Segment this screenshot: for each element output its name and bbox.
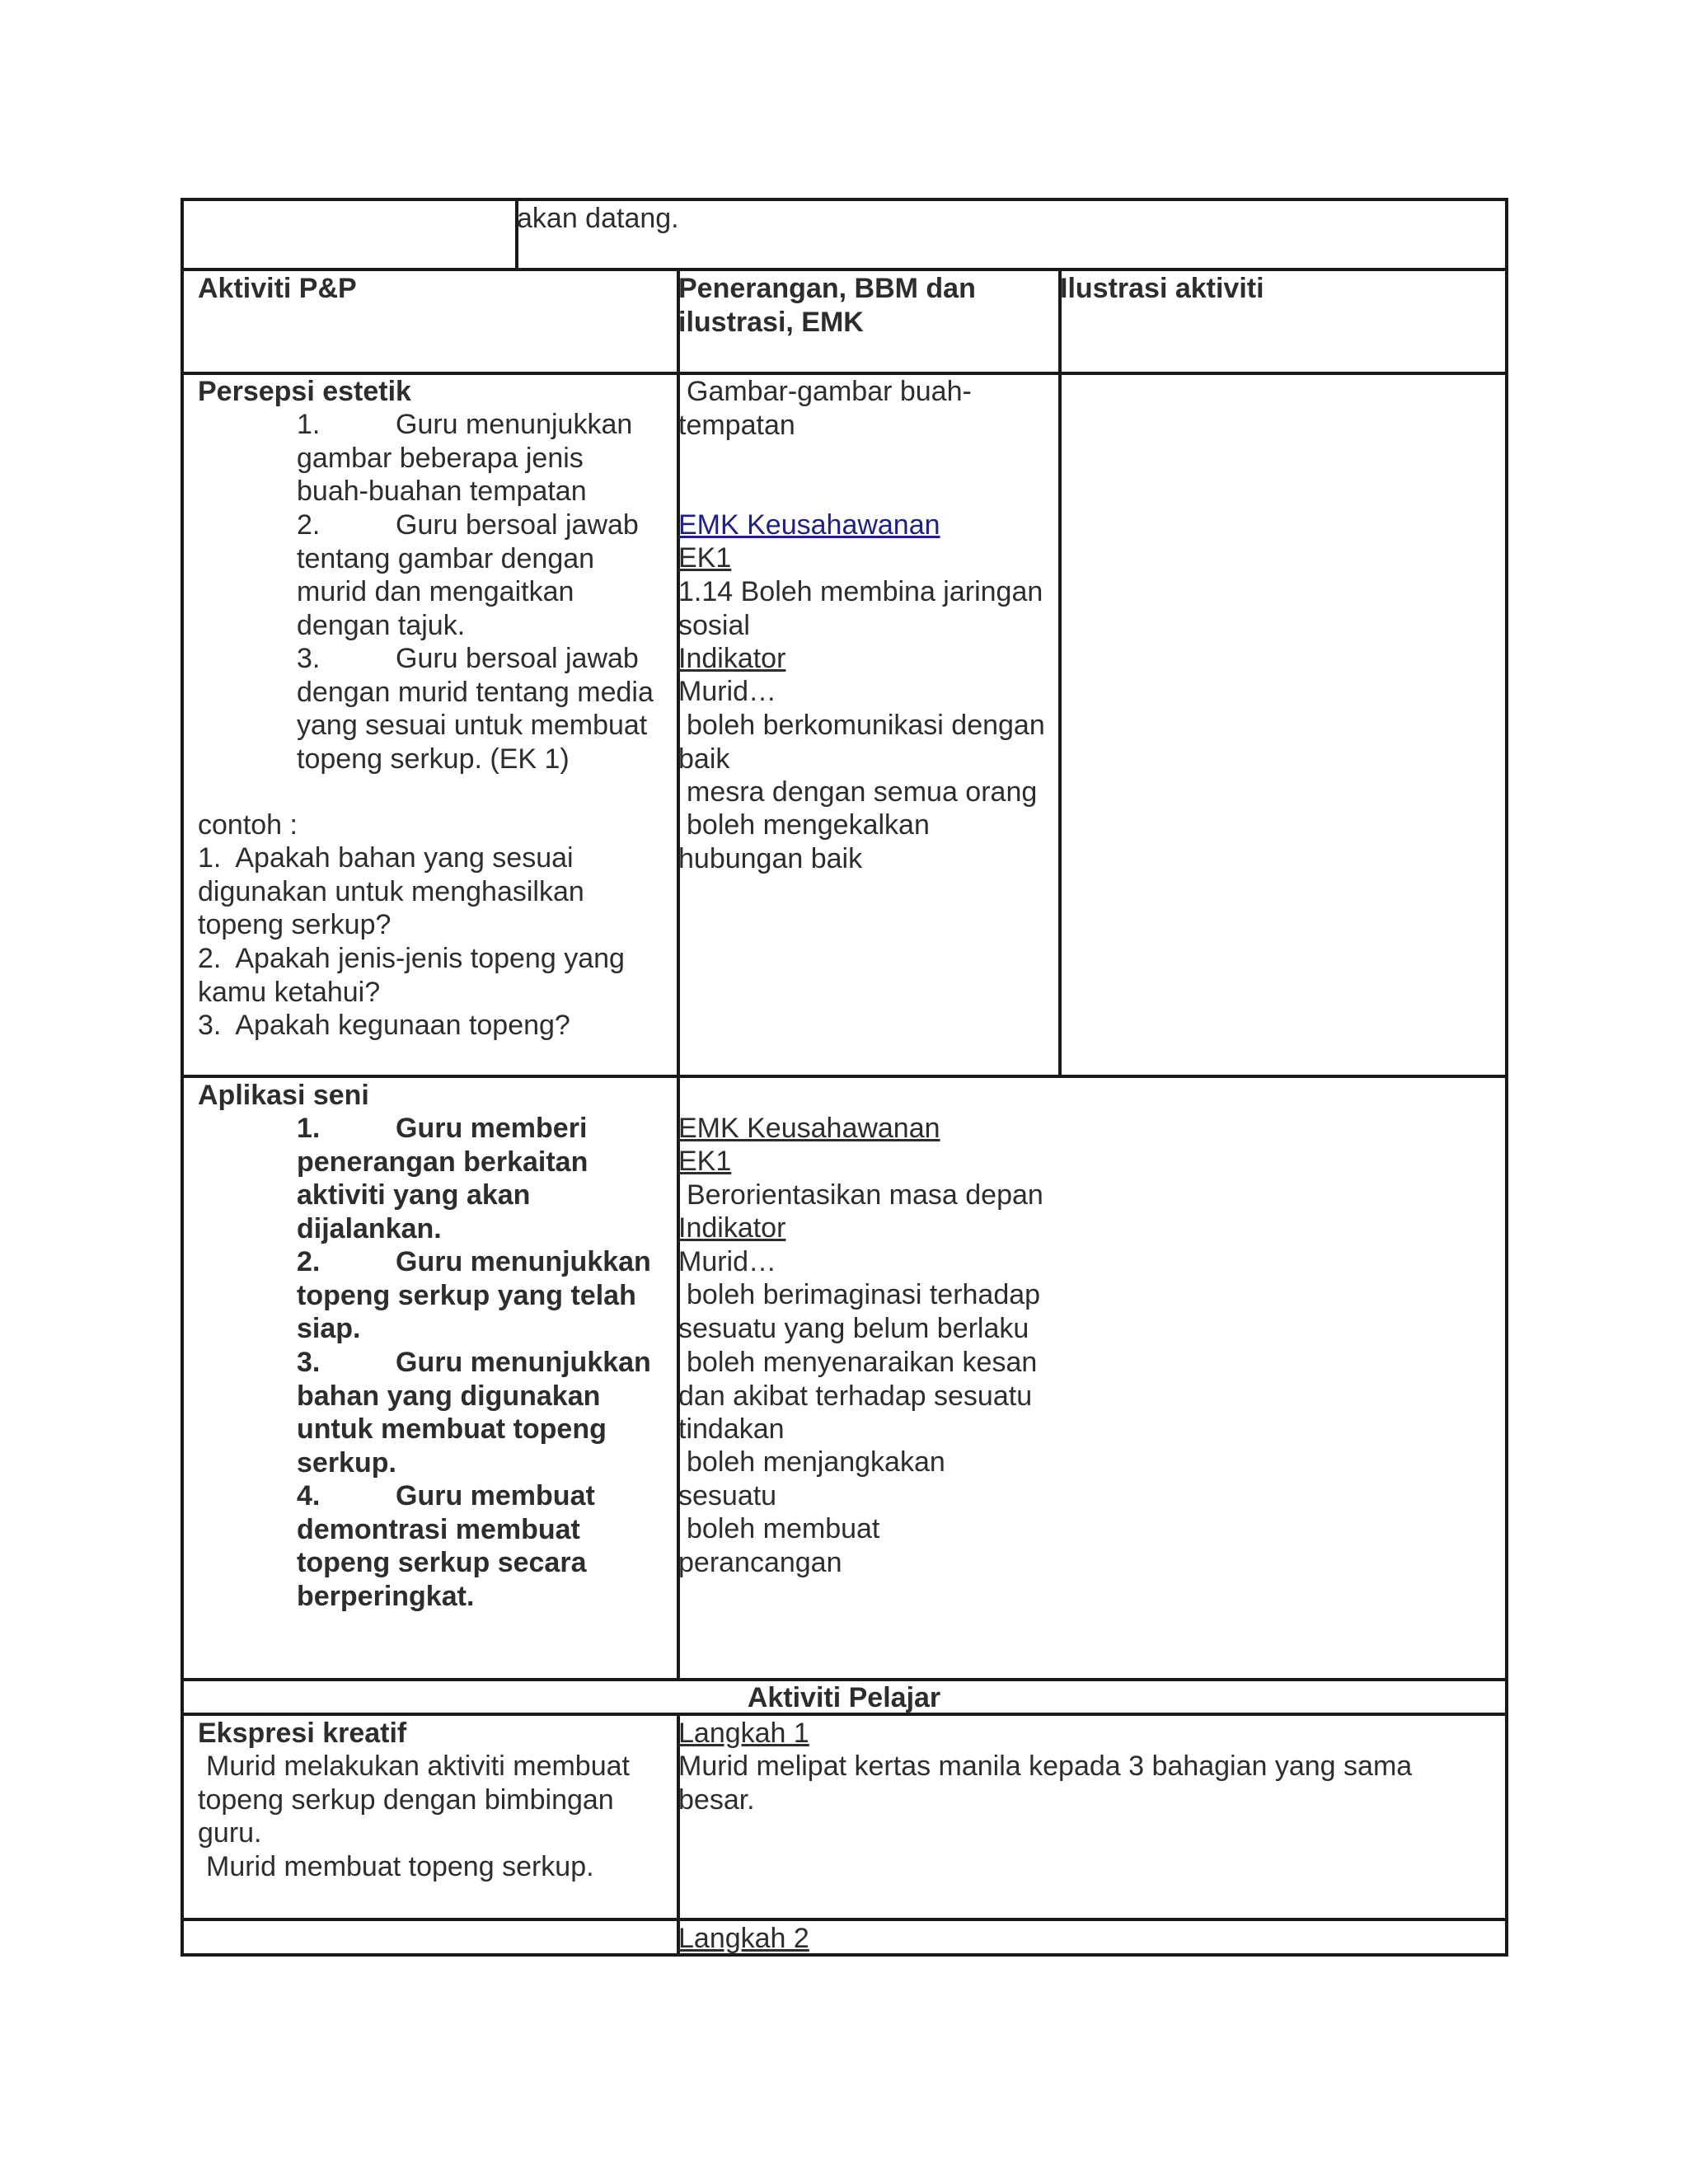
- indicator-item: boleh mengekalkan hubungan baik: [678, 809, 930, 874]
- emk-link[interactable]: EMK Keusahawanan: [678, 509, 940, 541]
- indicator-item: boleh menyenaraikan kesan dan akibat terhadap sesuatu tindakan: [678, 1347, 1038, 1445]
- langkah-2-label: Langkah 2: [678, 1923, 809, 1954]
- question-3: 3. Apakah kegunaan topeng?: [198, 1010, 570, 1041]
- step-text: Guru menunjukkan topeng serkup yang telah siap.: [297, 1246, 651, 1344]
- step-number: 3.: [297, 643, 321, 674]
- persepsi-step-3: [297, 642, 659, 808]
- table-border-right: [1505, 198, 1508, 1957]
- indicator-item: boleh berimaginasi terhadap sesuatu yang belum berlaku: [678, 1279, 1041, 1344]
- step-number: 1.: [297, 1113, 321, 1144]
- aktiviti-pelajar-header: Aktiviti Pelajar: [747, 1682, 941, 1713]
- ek-code: EK1: [678, 1146, 732, 1177]
- row-divider-1: [181, 268, 1508, 271]
- aplikasi-step-4: [297, 1479, 659, 1613]
- persepsi-title: Persepsi estetik: [198, 376, 411, 407]
- persepsi-step-1: [297, 408, 659, 509]
- step-number: 1.: [297, 409, 321, 440]
- table-border-top: [181, 198, 1508, 201]
- murid-label: Murid…: [678, 1246, 777, 1277]
- row-divider-6: [181, 1918, 1508, 1921]
- step-number: 3.: [297, 1347, 321, 1378]
- step-text: Guru membuat demontrasi membuat topeng serkup secara berperingkat.: [297, 1480, 595, 1612]
- aplikasi-step-2: [297, 1245, 663, 1346]
- step-text: Guru menunjukkan bahan yang digunakan untuk membuat topeng serkup.: [297, 1347, 651, 1479]
- indicator-item: boleh berkomunikasi dengan baik: [678, 710, 1045, 775]
- persepsi-step-2: [297, 509, 659, 642]
- step-number: 2.: [297, 509, 321, 541]
- langkah-1-text: Murid melipat kertas manila kepada 3 bahagian yang sama besar.: [678, 1750, 1413, 1816]
- langkah-1-label: Langkah 1: [678, 1718, 809, 1749]
- question-1: 1. Apakah bahan yang sesuai digunakan untuk menghasilkan topeng serkup?: [198, 842, 600, 940]
- indikator-label: Indikator: [678, 1212, 786, 1244]
- bbm-text: Gambar-gambar buah-tempatan: [678, 376, 972, 441]
- continued-text: akan datang.: [517, 203, 679, 234]
- step-number: 4.: [297, 1480, 321, 1511]
- header-penerangan: Penerangan, BBM dan ilustrasi, EMK: [678, 273, 976, 338]
- header-ilustrasi: Ilustrasi aktiviti: [1060, 273, 1264, 304]
- header-aktiviti: Aktiviti P&P: [198, 273, 357, 304]
- ekspresi-title: Ekspresi kreatif: [198, 1718, 407, 1749]
- ek-code: EK1: [678, 542, 732, 574]
- murid-label: Murid…: [678, 676, 777, 707]
- column-divider-2: [1058, 268, 1062, 1077]
- table-border-bottom: [181, 1953, 1508, 1957]
- question-2: 2. Apakah jenis-jenis topeng yang kamu ketahui?: [198, 943, 633, 1008]
- step-number: 2.: [297, 1246, 321, 1277]
- indicator-item: mesra dengan semua orang: [687, 776, 1038, 808]
- ekspresi-line: Murid membuat topeng serkup.: [206, 1851, 594, 1882]
- indicator-item: boleh membuat perancangan: [678, 1513, 880, 1578]
- indikator-label: Indikator: [678, 643, 786, 674]
- example-label: contoh :: [198, 809, 298, 841]
- aplikasi-step-3: [297, 1346, 663, 1479]
- step-text: Guru bersoal jawab tentang gambar dengan murid dan mengaitkan dengan tajuk.: [297, 509, 639, 641]
- step-text: Guru bersoal jawab dengan murid tentang media yang sesuai untuk membuat topeng serkup. (EK 1): [297, 643, 654, 775]
- ek-description: Berorientasikan masa depan: [687, 1179, 1043, 1211]
- ekspresi-line: Murid melakukan aktiviti membuat topeng serkup dengan bimbingan guru.: [198, 1750, 630, 1849]
- ek-description: 1.14 Boleh membina jaringan sosial: [678, 576, 1043, 641]
- row-divider-3: [181, 1075, 1508, 1078]
- aplikasi-title: Aplikasi seni: [198, 1080, 369, 1111]
- aplikasi-step-1: [297, 1112, 659, 1245]
- step-text: Guru memberi penerangan berkaitan aktiviti yang akan dijalankan.: [297, 1113, 588, 1244]
- indicator-item: boleh menjangkakan sesuatu: [678, 1446, 945, 1511]
- emk-title: EMK Keusahawanan: [678, 1113, 940, 1144]
- step-text: Guru menunjukkan gambar beberapa jenis buah-buahan tempatan: [297, 409, 633, 507]
